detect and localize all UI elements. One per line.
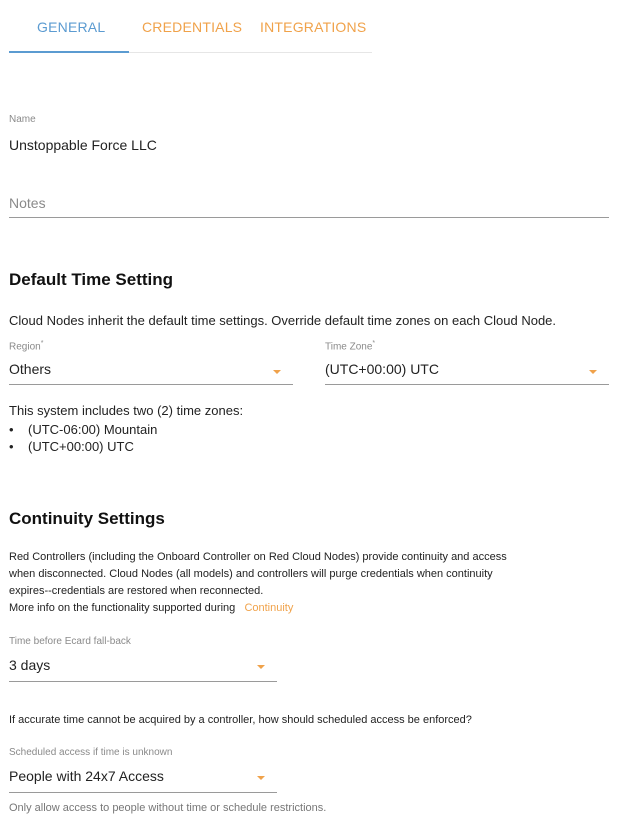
region-label: Region* [9, 340, 44, 353]
timezone-underline [325, 384, 609, 385]
scheduled-helper-text: Only allow access to people without time or schedule restrictions. [9, 802, 327, 814]
name-value[interactable]: Unstoppable Force LLC [9, 137, 157, 153]
time-section-title: Default Time Setting [9, 270, 174, 289]
scheduled-question: If accurate time cannot be acquired by a controller, how should scheduled access be enforced? [9, 714, 472, 726]
fallback-label: Time before Ecard fall-back [9, 636, 131, 647]
tab-integrations[interactable]: INTEGRATIONS [260, 19, 367, 35]
continuity-more-info: More info on the functionality supported during Continuity [9, 602, 294, 614]
region-underline [9, 384, 293, 385]
fallback-underline [9, 681, 277, 682]
active-tab-indicator [9, 51, 129, 53]
notes-underline [9, 217, 609, 218]
tab-bar [9, 0, 372, 53]
region-select[interactable]: Others [9, 361, 52, 377]
scheduled-label: Scheduled access if time is unknown [9, 747, 173, 758]
tab-general[interactable]: GENERAL [37, 19, 106, 35]
time-section-description: Cloud Nodes inherit the default time settings. Override default time zones on each Cloud Node. [9, 313, 557, 328]
continuity-section-title: Continuity Settings [9, 509, 165, 528]
continuity-description-line1: Red Controllers (including the Onboard Controller on Red Cloud Nodes) provide continuity and access [9, 551, 507, 563]
continuity-description-line3: expires--credentials are restored when reconnected. [9, 585, 264, 597]
region-chevron-down-icon[interactable] [273, 370, 281, 374]
timezone-summary: This system includes two (2) time zones: [9, 403, 244, 418]
notes-input[interactable]: Notes [9, 195, 46, 211]
name-label: Name [9, 114, 36, 125]
timezone-label: Time Zone* [325, 340, 376, 353]
scheduled-underline [9, 792, 277, 793]
fallback-select[interactable]: 3 days [9, 657, 51, 673]
timezone-list-item: • (UTC-06:00) Mountain [9, 422, 158, 437]
timezone-select[interactable]: (UTC+00:00) UTC [325, 361, 439, 377]
continuity-link[interactable]: Continuity [244, 602, 294, 614]
continuity-description-line2: when disconnected. Cloud Nodes (all models) and controllers will purge credentials when continuity [9, 568, 493, 580]
tab-credentials[interactable]: CREDENTIALS [142, 19, 243, 35]
timezone-chevron-down-icon[interactable] [589, 370, 597, 374]
scheduled-chevron-down-icon[interactable] [257, 776, 265, 780]
timezone-list-item: • (UTC+00:00) UTC [9, 439, 134, 454]
scheduled-select[interactable]: People with 24x7 Access [9, 768, 164, 784]
fallback-chevron-down-icon[interactable] [257, 665, 265, 669]
